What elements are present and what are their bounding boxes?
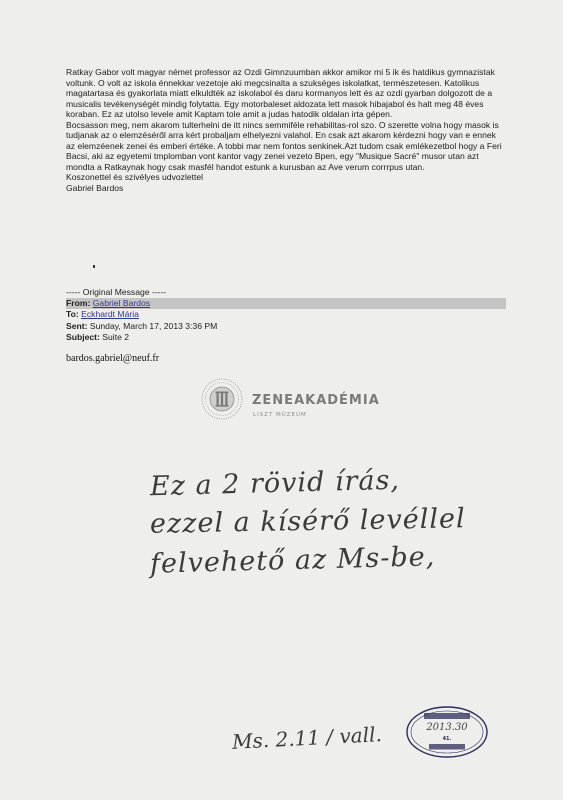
to-row	[66, 309, 506, 320]
stamp-date: 2013.30	[426, 722, 468, 733]
stamp-number: 41.	[442, 736, 452, 742]
signature-email: bardos.gabriel@neuf.fr	[66, 353, 160, 364]
sent-label: Sent:	[66, 320, 88, 331]
logo-name: ZENEAKADÉMIA	[252, 393, 380, 408]
email-paragraph: Ratkay Gabor volt magyar német professor az Ozdi Gimnzuumban akkor amikor mi 5 ik és hatdikus gymnazistak voltunk. O volt az iskola énnekkar vezetoje aki megcsinalta a szukséges iskolatkat, természetesen. Katolikus magatartasa és gyakorlata miatt elkuldték az iskolabol és daru kormanyos lett és az ozdi gyarban dolgozott de a musicalis tevékenységét mindig folytatta. Egy motorbaleset aldozata lett masok hibajabol és halt meg 48 éves koraban. Ez az utolso levele amit Kaptam tole amit a judas hatodik oldalan irta gépen.	[66, 67, 495, 119]
email-body	[66, 67, 506, 193]
archive-stamp	[404, 704, 490, 760]
handwritten-note-line-3: felvehető az Ms-be,	[149, 541, 436, 580]
to-link[interactable]: Eckhardt Mária	[81, 309, 139, 320]
from-link[interactable]: Gabriel Bardos	[92, 298, 151, 309]
zeneakademia-logo	[200, 375, 380, 430]
handwritten-shelfmark: Ms. 2.11 / vall.	[231, 722, 383, 754]
to-label: To:	[66, 309, 79, 320]
sent-row	[66, 321, 506, 332]
email-closing: Koszonettel és szivélyes udvozlettel	[66, 172, 204, 182]
email-paragraph: Bocsasson meg, nem akarom tulterhelni de itt nincs semmiféle rehabilitas-rol szo. O szerette volna hogy masok is tudjanak az o elemzéséről arra kért probaljam elhelyezni valahol. En csak azt akarom kérdezni hogy van e ennek az elemzéenek zenei és emberi értéke. A tobbi mar nem fontos senkinek.Azt tudom csak emlékezetbol hogy a Feri Bacsi, aki az egyetemi tmplomban vont kantor vagy zenei vezeto Bpen, egy "Musique Sacré" musor utan azt mondta a Ratkaynak hogy csak masfél handot estunk a kurusban az Ave verum corrrpus utan.	[66, 119, 502, 172]
from-label: From:	[66, 298, 91, 309]
handwritten-note-line-2: ezzel a kísérő levéllel	[149, 503, 466, 540]
liszt-museum-emblem-icon	[200, 377, 244, 421]
original-message-header	[66, 287, 506, 343]
separator-line: ----- Original Message -----	[66, 287, 167, 297]
handwritten-note-line-1: Ez a 2 rövid írás,	[149, 464, 401, 503]
from-row	[66, 298, 506, 309]
email-signature-name: Gabriel Bardos	[66, 182, 124, 193]
subject-label: Subject:	[66, 331, 100, 342]
logo-subtitle: LISZT MÚZEUM	[253, 412, 307, 418]
ink-speck	[93, 265, 95, 268]
subject-value: Suite 2	[102, 331, 130, 342]
sent-value: Sunday, March 17, 2013 3:36 PM	[89, 320, 218, 331]
subject-row	[66, 332, 506, 343]
